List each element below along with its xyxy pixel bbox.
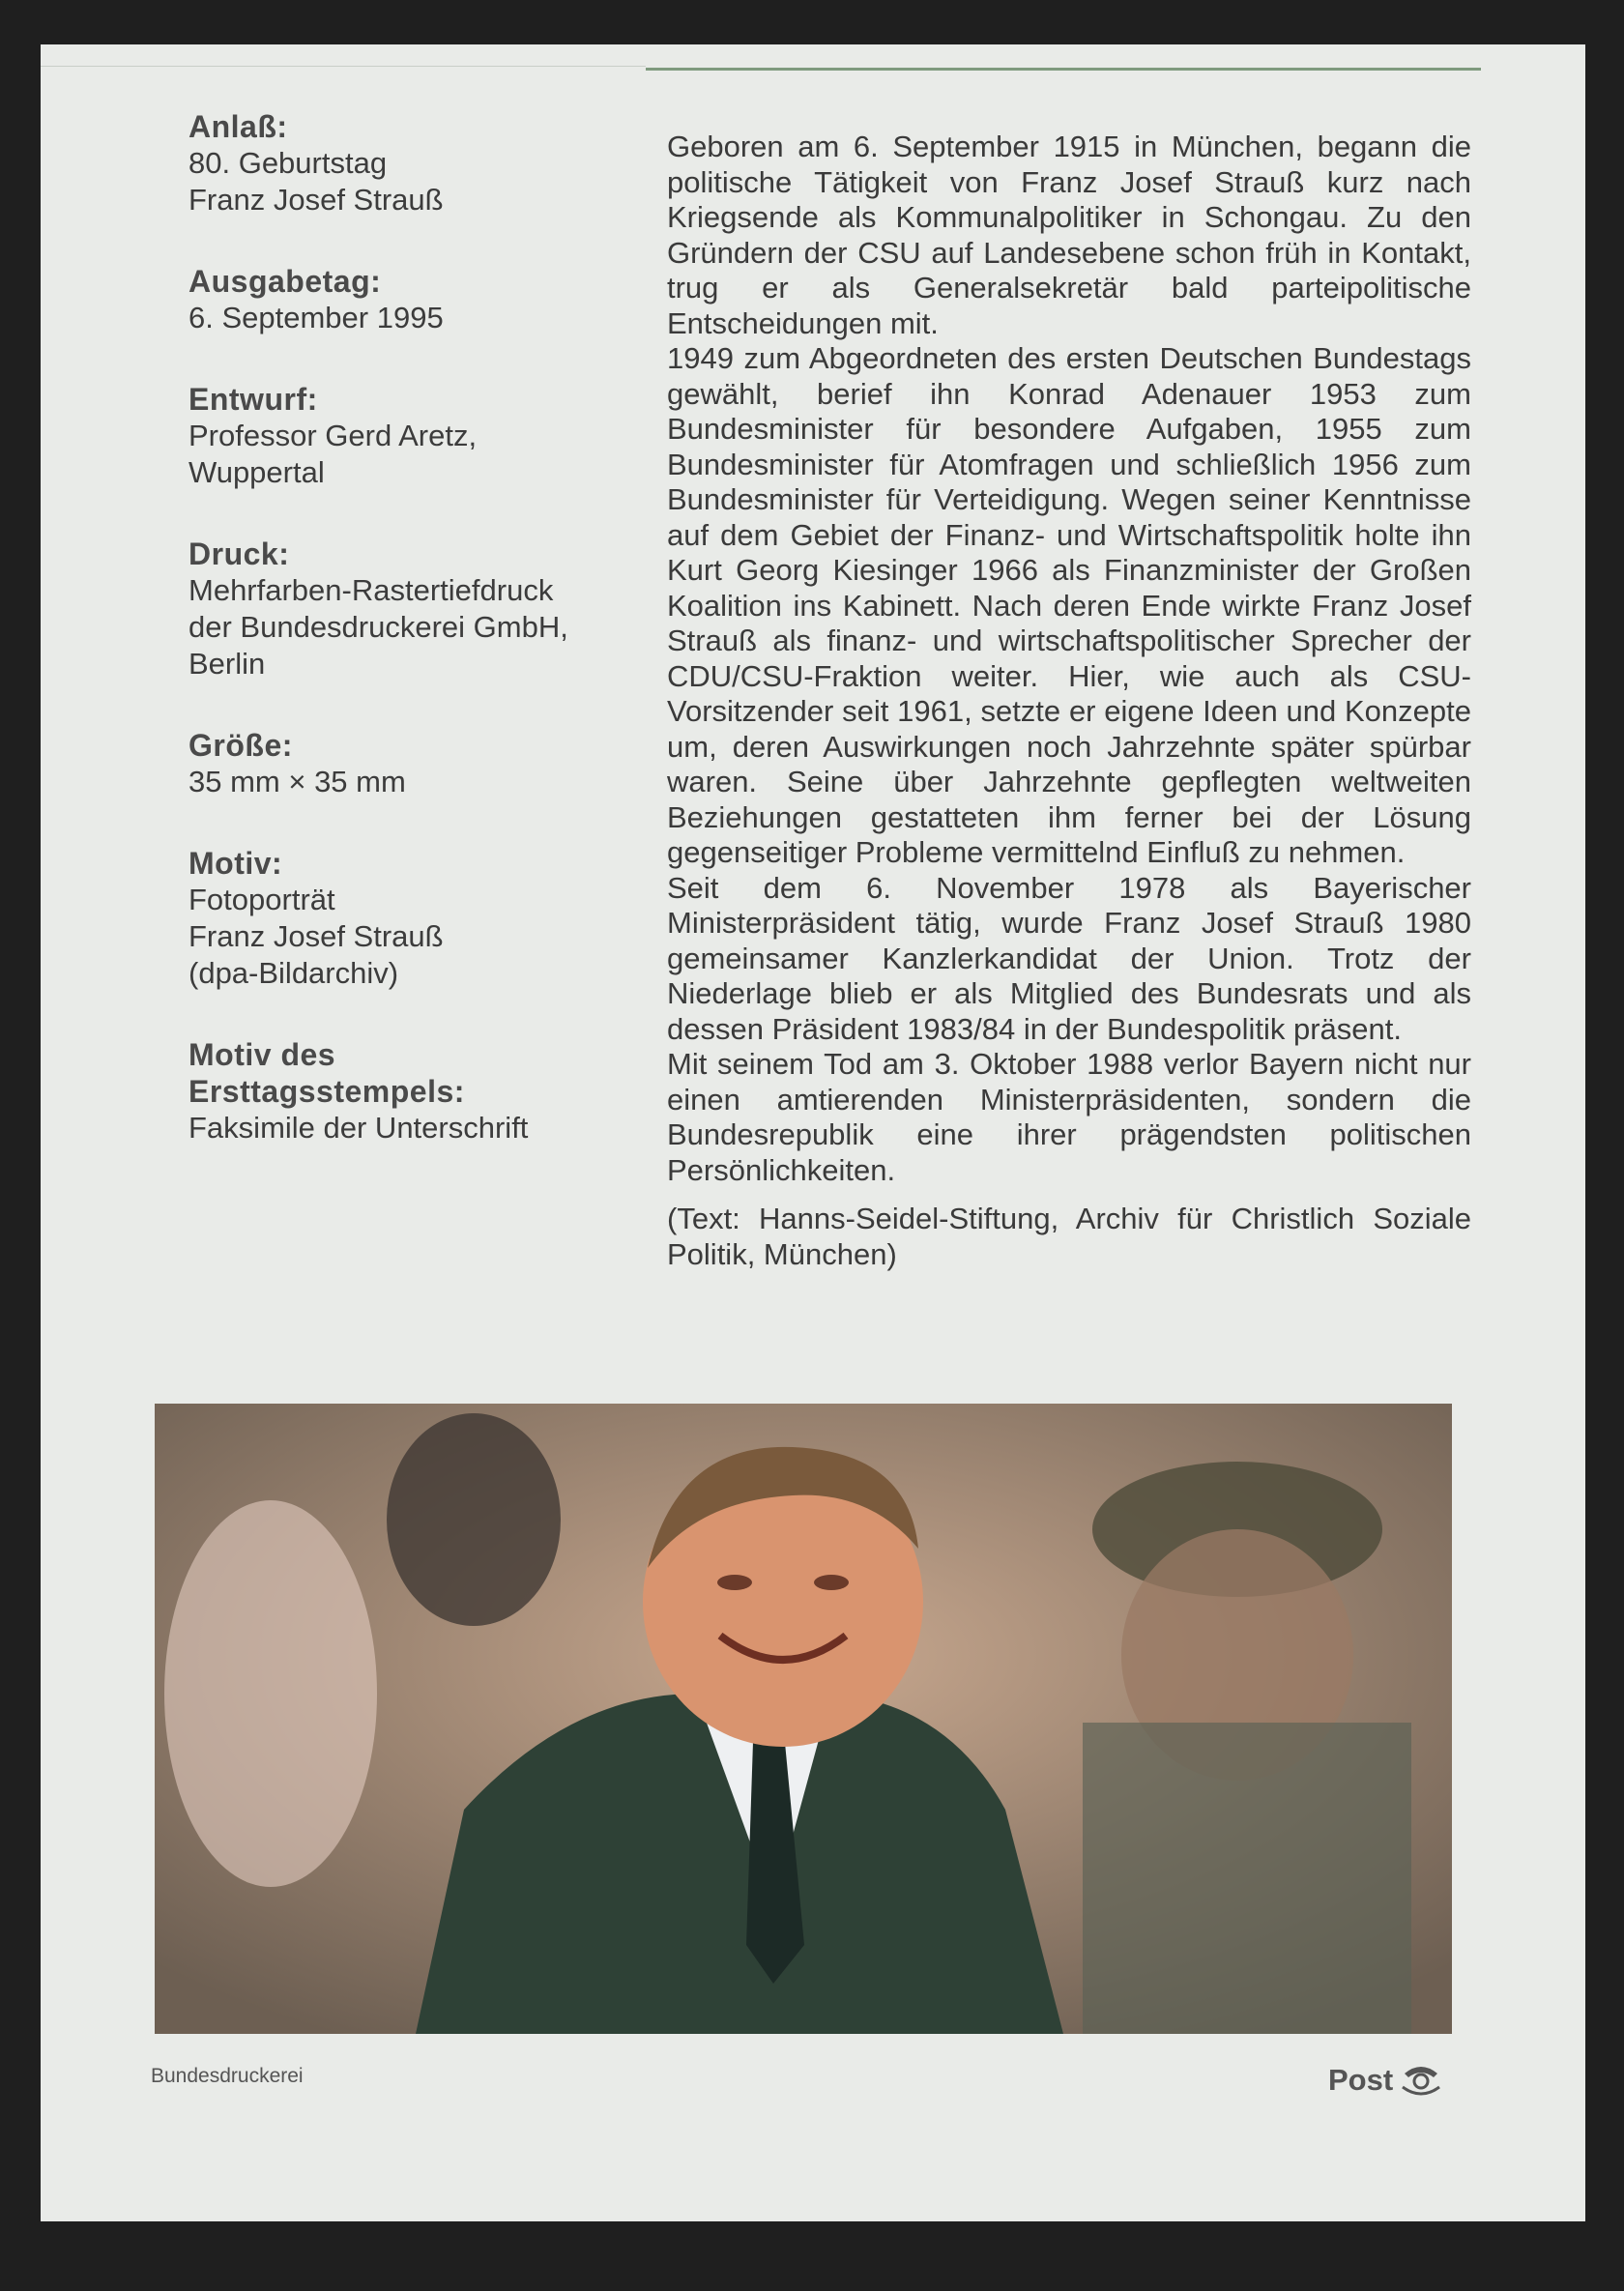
field-issue-date bbox=[188, 263, 633, 336]
post-horn-icon bbox=[1399, 2064, 1443, 2097]
bio-paragraph: Geboren am 6. September 1915 in München, begann die politische Tätigkeit von Franz Josef Strauß kurz nach Kriegsende als Kommunalpolitiker in Schongau. Zu den Gründern der CSU auf Landesebene schon früh in Kontakt, trug er als Generalsekretär bald parteipolitische Entscheidungen mit. bbox=[667, 130, 1471, 340]
field-value: der Bundesdruckerei GmbH, bbox=[188, 610, 568, 644]
field-value: Franz Josef Strauß bbox=[188, 183, 444, 217]
field-value: Mehrfarben-Rastertiefdruck bbox=[188, 573, 554, 607]
post-logo bbox=[1328, 2063, 1443, 2098]
top-divider-thin bbox=[41, 66, 646, 67]
field-label: Motiv: bbox=[188, 846, 283, 881]
field-label: Anlaß: bbox=[188, 109, 288, 144]
field-value: 6. September 1995 bbox=[188, 301, 444, 334]
field-value: Berlin bbox=[188, 647, 266, 681]
stamp-details bbox=[188, 108, 633, 1191]
field-value: Franz Josef Strauß bbox=[188, 919, 444, 953]
biography-text bbox=[667, 130, 1471, 1272]
field-occasion bbox=[188, 108, 633, 218]
portrait-photo bbox=[155, 1404, 1452, 2034]
field-motif bbox=[188, 845, 633, 992]
portrait-illustration bbox=[155, 1404, 1452, 2034]
text-credit: (Text: Hanns-Seidel-Stiftung, Archiv für Christlich Soziale Politik, München) bbox=[667, 1202, 1471, 1271]
field-value: Professor Gerd Aretz, bbox=[188, 419, 478, 452]
field-label: Ersttagsstempels: bbox=[188, 1074, 465, 1109]
footer-printer: Bundesdruckerei bbox=[151, 2065, 304, 2087]
field-value: (dpa-Bildarchiv) bbox=[188, 956, 399, 990]
bio-paragraph: Seit dem 6. November 1978 als Bayerischer Ministerpräsident tätig, wurde Franz Josef Strauß 1980 gemeinsamer Kanzlerkandidat der Union. Trotz der Niederlage blieb er als Mitglied des Bundesrats und als dessen Präsident 1983/84 in der Bundespolitik präsent. bbox=[667, 870, 1471, 1046]
field-value: Wuppertal bbox=[188, 455, 325, 489]
field-label: Motiv des bbox=[188, 1037, 336, 1072]
field-label: Ausgabetag: bbox=[188, 264, 382, 299]
field-label: Größe: bbox=[188, 728, 293, 763]
field-label: Entwurf: bbox=[188, 382, 318, 417]
bio-paragraph: Mit seinem Tod am 3. Oktober 1988 verlor Bayern nicht nur einen amtierenden Ministerpräsidenten, sondern die Bundesrepublik eine ihrer prägendsten politischen Persönlichkeiten. bbox=[667, 1047, 1471, 1187]
field-value: Faksimile der Unterschrift bbox=[188, 1111, 529, 1145]
field-first-day-cancel bbox=[188, 1036, 633, 1146]
field-size bbox=[188, 727, 633, 800]
field-value: 80. Geburtstag bbox=[188, 146, 388, 180]
post-logo-text: Post bbox=[1328, 2063, 1394, 2097]
field-value: Fotoporträt bbox=[188, 883, 335, 916]
field-value: 35 mm × 35 mm bbox=[188, 765, 406, 798]
field-label: Druck: bbox=[188, 536, 290, 571]
field-printing bbox=[188, 536, 633, 682]
top-divider bbox=[646, 68, 1481, 71]
bio-paragraph: 1949 zum Abgeordneten des ersten Deutschen Bundestags gewählt, berief ihn Konrad Adenauer 1953 zum Bundesminister für besondere Aufgaben, 1955 zum Bundesminister für Atomfragen und schließlich 1956 zum Bundesminister für Verteidigung. Wegen seiner Kenntnisse auf dem Gebiet der Finanz- und Wirtschaftspolitik holte ihn Kurt Georg Kiesinger 1966 als Finanzminister der Großen Koalition ins Kabinett. Nach deren Ende wirkte Franz Josef Strauß als finanz- und wirtschaftspolitischer Sprecher der CDU/CSU-Fraktion weiter. Hier, wie auch als CSU-Vorsitzender seit 1961, setzte er eigene Ideen und Konzepte um, deren Auswirkungen noch Jahrzehnte später spürbar waren. Seine über Jahrzehnte gepflegten weltweiten Beziehungen gestatteten ihm ferner bei der Lösung gegenseitiger Probleme vermittelnd Einfluß zu nehmen. bbox=[667, 341, 1471, 869]
field-design bbox=[188, 381, 633, 491]
